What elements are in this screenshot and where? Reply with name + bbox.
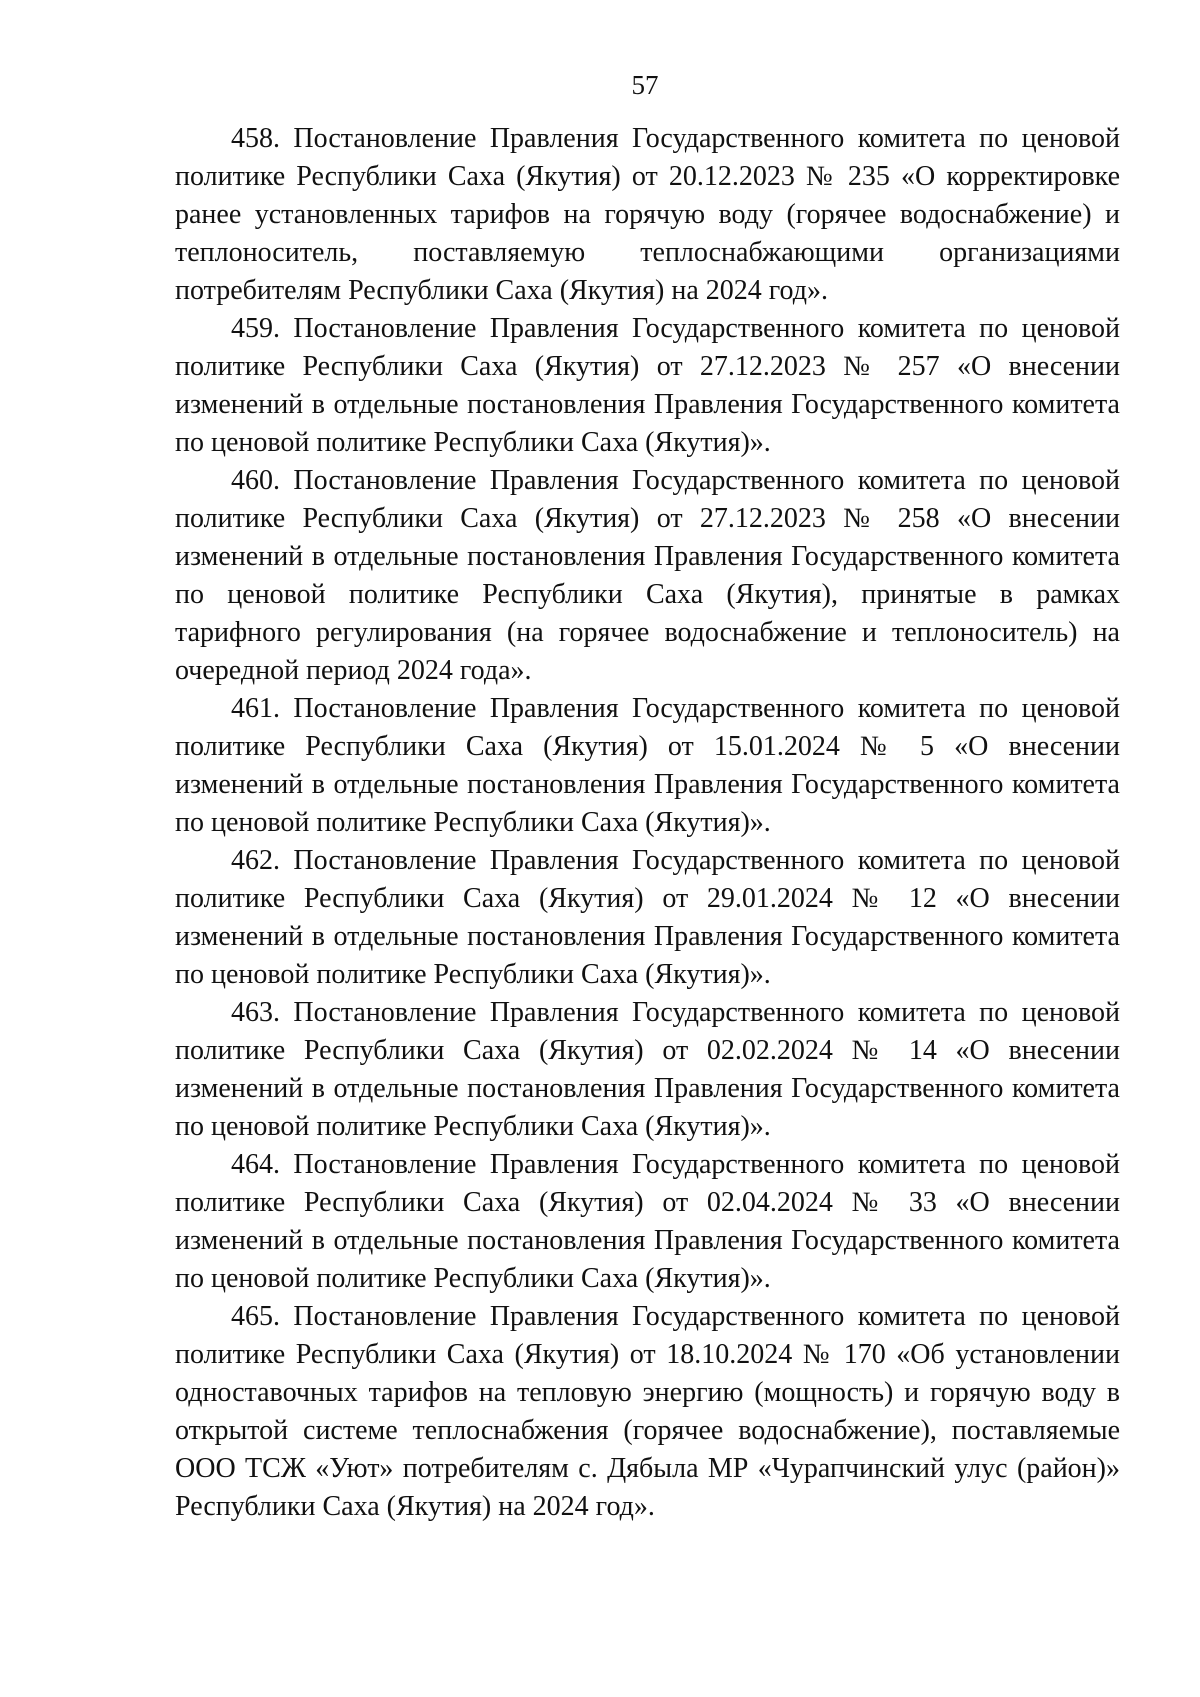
list-item-463: 463. Постановление Правления Государственного комитета по ценовой политике Республики Саха (Якутия) от 02.02.2024 № 14 «О внесении изменений в отдельные постановления Правления Государственного комитета по ценовой политике Республики Саха (Якутия)».	[175, 997, 1120, 1142]
document-body	[175, 120, 1120, 1526]
page-number: 57	[631, 70, 659, 100]
list-item-465: 465. Постановление Правления Государственного комитета по ценовой политике Республики Саха (Якутия) от 18.10.2024 № 170 «Об установлении одноставочных тарифов на тепловую энергию (мощность) и горячую воду в открытой системе теплоснабжения (горячее водоснабжение), поставляемые ООО ТСЖ «Уют» потребителям с. Дябыла МР «Чурапчинский улус (район)» Республики Саха (Якутия) на 2024 год».	[175, 1301, 1120, 1522]
list-item-464: 464. Постановление Правления Государственного комитета по ценовой политике Республики Саха (Якутия) от 02.04.2024 № 33 «О внесении изменений в отдельные постановления Правления Государственного комитета по ценовой политике Республики Саха (Якутия)».	[175, 1149, 1120, 1294]
list-item-462: 462. Постановление Правления Государственного комитета по ценовой политике Республики Саха (Якутия) от 29.01.2024 № 12 «О внесении изменений в отдельные постановления Правления Государственного комитета по ценовой политике Республики Саха (Якутия)».	[175, 845, 1120, 990]
list-item-459: 459. Постановление Правления Государственного комитета по ценовой политике Республики Саха (Якутия) от 27.12.2023 № 257 «О внесении изменений в отдельные постановления Правления Государственного комитета по ценовой политике Республики Саха (Якутия)».	[175, 313, 1120, 458]
list-item-458: 458. Постановление Правления Государственного комитета по ценовой политике Республики Саха (Якутия) от 20.12.2023 № 235 «О корректировке ранее установленных тарифов на горячую воду (горячее водоснабжение) и теплоноситель, поставляемую теплоснабжающими организациями потребителям Республики Саха (Якутия) на 2024 год».	[175, 123, 1120, 306]
list-item-460: 460. Постановление Правления Государственного комитета по ценовой политике Республики Саха (Якутия) от 27.12.2023 № 258 «О внесении изменений в отдельные постановления Правления Государственного комитета по ценовой политике Республики Саха (Якутия), принятые в рамках тарифного регулирования (на горячее водоснабжение и теплоноситель) на очередной период 2024 года».	[175, 465, 1120, 686]
list-item-461: 461. Постановление Правления Государственного комитета по ценовой политике Республики Саха (Якутия) от 15.01.2024 № 5 «О внесении изменений в отдельные постановления Правления Государственного комитета по ценовой политике Республики Саха (Якутия)».	[175, 693, 1120, 838]
